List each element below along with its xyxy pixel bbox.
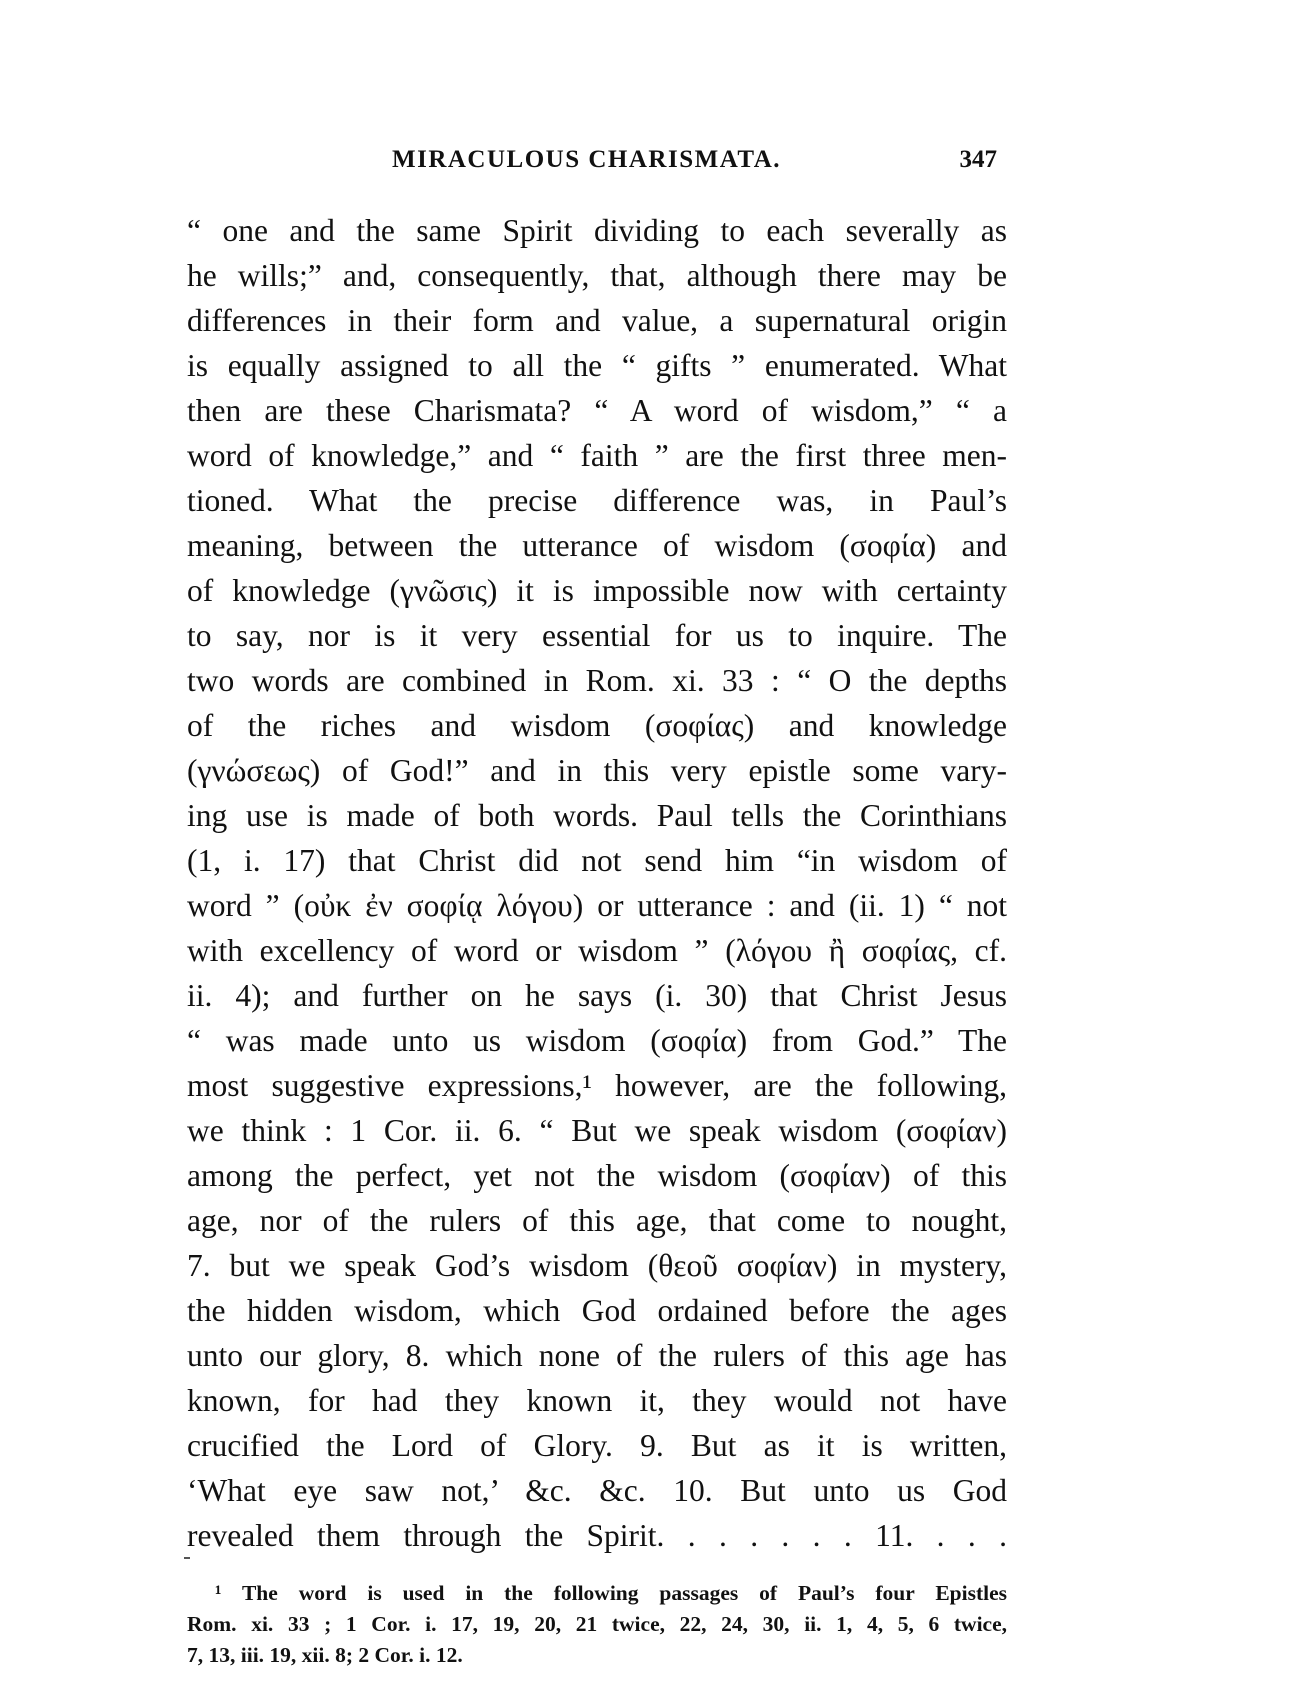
body-line: (1, i. 17) that Christ did not send him “in wisdom of	[187, 843, 1007, 878]
body-line: known, for had they known it, they would not have	[187, 1383, 1007, 1418]
body-line: of knowledge (γνῶσις) it is impossible now with certainty	[187, 573, 1007, 608]
body-line: meaning, between the utterance of wisdom (σοφία) and	[187, 528, 1007, 563]
body-line: crucified the Lord of Glory. 9. But as it is written,	[187, 1428, 1007, 1463]
footnote-line: Rom. xi. 33 ; 1 Cor. i. 17, 19, 20, 21 twice, 22, 24, 30, ii. 1, 4, 5, 6 twice,	[187, 1612, 1007, 1636]
body-line: most suggestive expressions,¹ however, are the following,	[187, 1068, 1007, 1103]
body-line: word of knowledge,” and “ faith ” are the first three men-	[187, 438, 1007, 473]
body-line: he wills;” and, consequently, that, although there may be	[187, 258, 1007, 293]
body-line: “ was made unto us wisdom (σοφία) from God.” The	[187, 1023, 1007, 1058]
body-line: “ one and the same Spirit dividing to each severally as	[187, 213, 1007, 248]
body-line: age, nor of the rulers of this age, that come to nought,	[187, 1203, 1007, 1238]
body-line: we think : 1 Cor. ii. 6. “ But we speak wisdom (σοφίαν)	[187, 1113, 1007, 1148]
body-line: word ” (οὐκ ἐν σοφίᾳ λόγου) or utterance : and (ii. 1) “ not	[187, 888, 1007, 923]
body-line: with excellency of word or wisdom ” (λόγου ἢ σοφίας, cf.	[187, 933, 1007, 968]
body-line: among the perfect, yet not the wisdom (σοφίαν) of this	[187, 1158, 1007, 1193]
running-title: MIRACULOUS CHARISMATA.	[392, 146, 782, 173]
body-line: ii. 4); and further on he says (i. 30) that Christ Jesus	[187, 978, 1007, 1013]
body-line: differences in their form and value, a supernatural origin	[187, 303, 1007, 338]
body-line: is equally assigned to all the “ gifts ” enumerated. What	[187, 348, 1007, 383]
footnote	[187, 1578, 1007, 1671]
running-header	[187, 146, 1007, 186]
body-line: the hidden wisdom, which God ordained before the ages	[187, 1293, 1007, 1328]
body-line: to say, nor is it very essential for us to inquire. The	[187, 618, 1007, 653]
body-line: ‘What eye saw not,’ &c. &c. 10. But unto us God	[187, 1473, 1007, 1508]
body-line: 7. but we speak God’s wisdom (θεοῦ σοφίαν) in mystery,	[187, 1248, 1007, 1283]
body-line: revealed them through the Spirit. . . . . . . 11. . . .	[187, 1518, 1007, 1553]
body-line: tioned. What the precise difference was, in Paul’s	[187, 483, 1007, 518]
body-line: then are these Charismata? “ A word of wisdom,” “ a	[187, 393, 1007, 428]
body-line: (γνώσεως) of God!” and in this very epistle some vary-	[187, 753, 1007, 788]
body-line: ing use is made of both words. Paul tells the Corinthians	[187, 798, 1007, 833]
page-number: 347	[959, 146, 997, 173]
body-line: two words are combined in Rom. xi. 33 : “ O the depths	[187, 663, 1007, 698]
body-text	[187, 208, 1007, 1558]
footnote-line: ¹ The word is used in the following passages of Paul’s four Epistles	[215, 1581, 1007, 1605]
footnote-line: 7, 13, iii. 19, xii. 8; 2 Cor. i. 12.	[187, 1643, 463, 1667]
book-page	[187, 0, 1007, 1700]
body-line: unto our glory, 8. which none of the rulers of this age has	[187, 1338, 1007, 1373]
body-line: of the riches and wisdom (σοφίας) and knowledge	[187, 708, 1007, 743]
footnote-rule	[184, 1557, 190, 1559]
